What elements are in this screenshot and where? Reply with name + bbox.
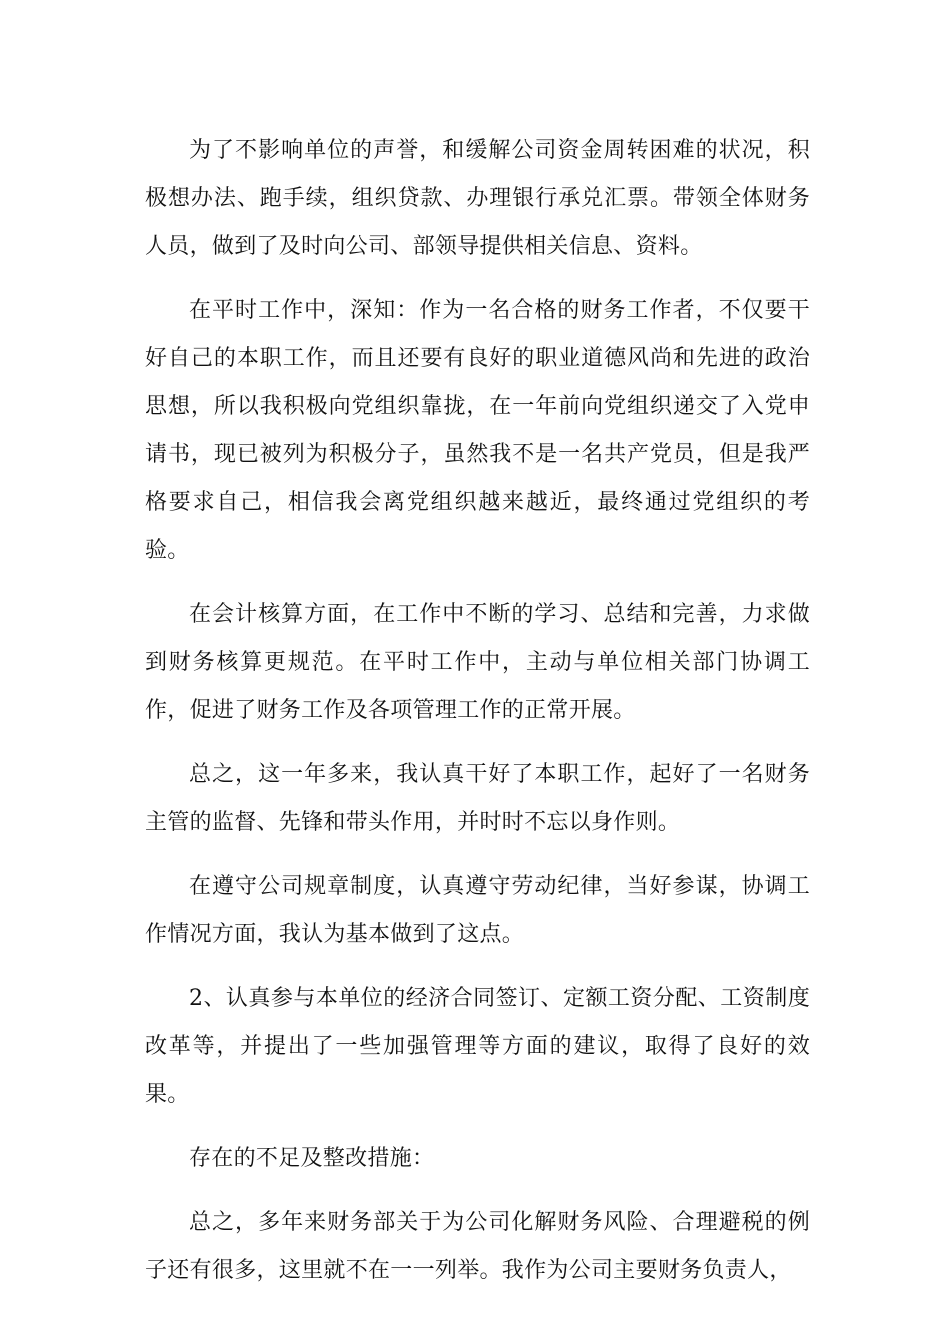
paragraph-1: 为了不影响单位的声誉，和缓解公司资金周转困难的状况，积极想办法、跑手续，组织贷款、办理银行承兑汇票。带领全体财务人员，做到了及时向公司、部领导提供相关信息、资料。 (145, 138, 810, 259)
paragraph-6: 2、认真参与本单位的经济合同签订、定额工资分配、工资制度改革等，并提出了一些加强管理等方面的建议，取得了良好的效果。 (145, 986, 810, 1107)
paragraph-2: 在平时工作中，深知：作为一名合格的财务工作者，不仅要干好自己的本职工作，而且还要有良好的职业道德风尚和先进的政治思想，所以我积极向党组织靠拢，在一年前向党组织递交了入党申请书，现已被列为积极分子，虽然我不是一名共产党员，但是我严格要求自己，相信我会离党组织越来越近，最终通过党组织的考验。 (145, 298, 810, 563)
paragraph-8: 总之，多年来财务部关于为公司化解财务风险、合理避税的例子还有很多，这里就不在一一列举。我作为公司主要财务负责人， (145, 1210, 810, 1283)
document-body (145, 127, 810, 1295)
paragraph-4: 总之，这一年多来，我认真干好了本职工作，起好了一名财务主管的监督、先锋和带头作用，并时时不忘以身作则。 (145, 762, 810, 835)
paragraph-7: 存在的不足及整改措施： (189, 1146, 435, 1171)
paragraph-3: 在会计核算方面，在工作中不断的学习、总结和完善，力求做到财务核算更规范。在平时工作中，主动与单位相关部门协调工作，促进了财务工作及各项管理工作的正常开展。 (145, 602, 810, 723)
paragraph-5: 在遵守公司规章制度，认真遵守劳动纪律，当好参谋，协调工作情况方面，我认为基本做到了这点。 (145, 874, 810, 947)
